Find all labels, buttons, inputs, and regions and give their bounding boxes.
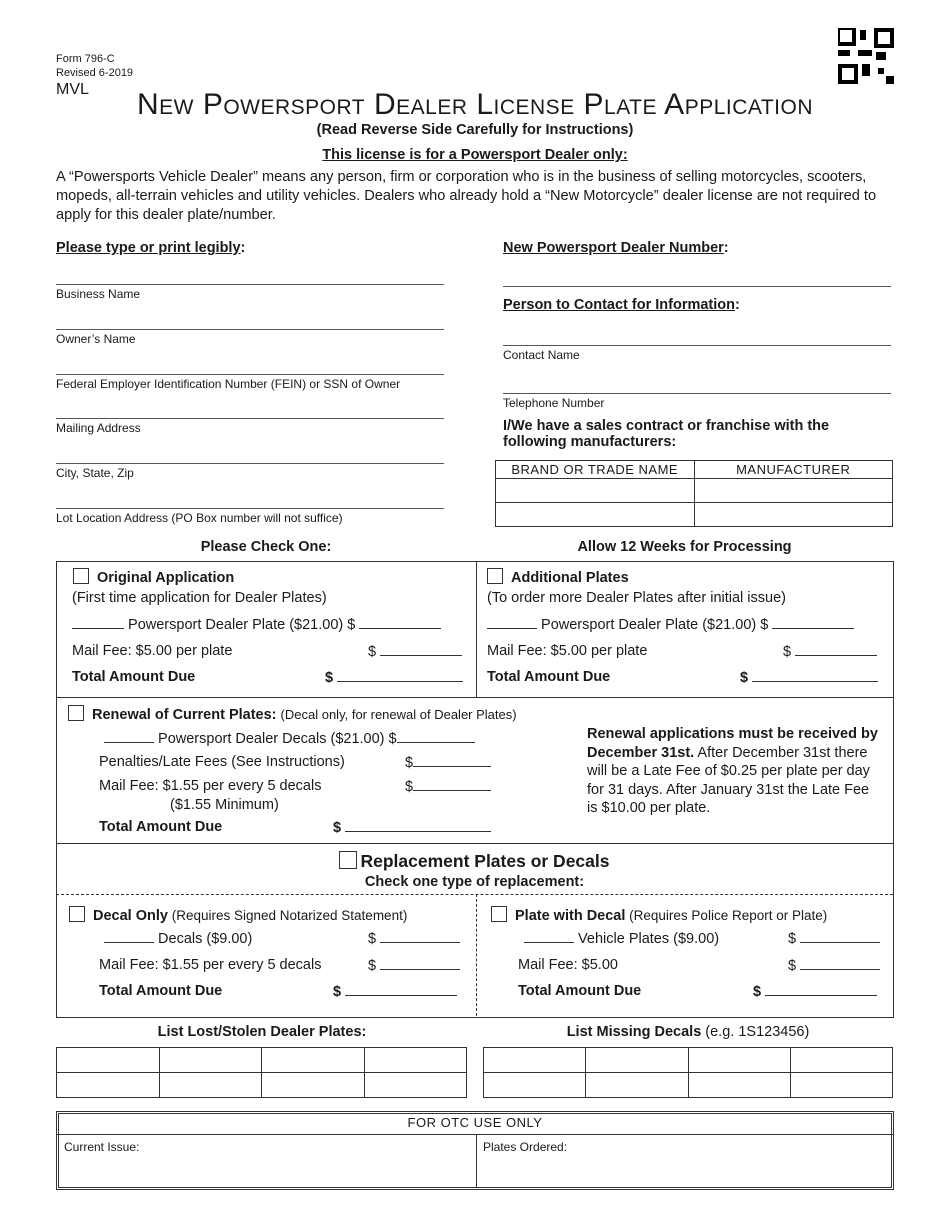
missing-decals-grid (483, 1047, 893, 1098)
dashed-divider (56, 894, 893, 895)
renewal-penalties-amount: $ (405, 754, 491, 771)
renewal-mail: Mail Fee: $1.55 per every 5 decals (99, 778, 322, 794)
list-cell[interactable] (586, 1048, 688, 1073)
original-mail-amount: $ (368, 643, 462, 660)
telephone-label: Telephone Number (503, 396, 605, 410)
left-field-line[interactable] (56, 418, 444, 419)
lost-plates-grid (56, 1047, 467, 1098)
original-total-amount: $ (325, 669, 463, 686)
left-field-label: Owner’s Name (56, 332, 136, 346)
renewal-total-amount: $ (333, 819, 491, 836)
intro-paragraph: A “Powersports Vehicle Dealer” means any person, firm or corporation who is in the business of selling motorcycles, scooters, mopeds, all-terrain vehicles and utility vehicles. Dealers who already hold a “New Motorcycle” dealer license are not required to apply for this dealer plate/number. (56, 169, 877, 223)
list-cell[interactable] (688, 1073, 790, 1098)
decal-only-checkbox[interactable] (69, 906, 85, 922)
otc-plates-ordered: Plates Ordered: (483, 1140, 568, 1154)
plate-decal-total-label: Total Amount Due (518, 983, 642, 999)
list-cell[interactable] (484, 1073, 586, 1098)
original-desc: (First time application for Dealer Plates) (72, 590, 327, 606)
renewal-checkbox[interactable] (68, 705, 84, 721)
manufacturer-cell[interactable] (694, 479, 893, 503)
decal-only-total-amount: $ (333, 983, 457, 1000)
decal-only-mail: Mail Fee: $1.55 per every 5 decals (99, 957, 322, 973)
replacement-subtitle: Check one type of replacement: (364, 874, 585, 890)
left-field-label: Mailing Address (56, 421, 141, 435)
decal-only-mail-amount: $ (368, 957, 460, 974)
list-cell[interactable] (57, 1048, 160, 1073)
left-field-line[interactable] (56, 284, 444, 285)
plate-decal-plates-amount: $ (788, 930, 880, 947)
decal-only-option: Decal Only (Requires Signed Notarized Statement) (69, 906, 407, 924)
list-cell[interactable] (586, 1073, 688, 1098)
list-cell[interactable] (159, 1073, 262, 1098)
brand-cell[interactable] (496, 479, 695, 503)
additional-mail: Mail Fee: $5.00 per plate (487, 643, 648, 659)
divider (476, 561, 477, 697)
license-notice: This license is for a Powersport Dealer only: (322, 147, 628, 163)
divider (56, 843, 893, 844)
original-mail: Mail Fee: $5.00 per plate (72, 643, 233, 659)
left-field-line[interactable] (56, 329, 444, 330)
manufacturers-table (495, 460, 893, 527)
divider (476, 1135, 477, 1187)
col-brand: BRAND OR TRADE NAME (496, 461, 695, 479)
dealer-number-label: New Powersport Dealer Number: (503, 240, 729, 256)
plate-decal-total-amount: $ (753, 983, 877, 1000)
decal-only-decals-amount: $ (368, 930, 460, 947)
list-cell[interactable] (688, 1048, 790, 1073)
renewal-penalties: Penalties/Late Fees (See Instructions) (99, 754, 345, 770)
left-heading: Please type or print legibly: (56, 240, 246, 256)
original-checkbox[interactable] (73, 568, 89, 584)
replacement-checkbox[interactable] (339, 851, 357, 869)
additional-plates-option: Additional Plates (487, 568, 629, 586)
list-cell[interactable] (364, 1048, 467, 1073)
revised-date: Revised 6-2019 (56, 67, 134, 79)
decal-only-total-label: Total Amount Due (99, 983, 223, 999)
left-field-label: Federal Employer Identification Number (FEIN) or SSN of Owner (56, 377, 401, 391)
plate-decal-mail: Mail Fee: $5.00 (518, 957, 618, 973)
list-cell[interactable] (262, 1073, 365, 1098)
col-manufacturer: MANUFACTURER (694, 461, 893, 479)
divider (56, 697, 893, 698)
replacement-option: Replacement Plates or Decals (56, 851, 893, 872)
contact-heading: Person to Contact for Information: (503, 297, 740, 313)
list-cell[interactable] (790, 1073, 892, 1098)
left-field-line[interactable] (56, 463, 444, 464)
renewal-option: Renewal of Current Plates: (Decal only, for renewal of Dealer Plates) (68, 705, 517, 723)
plate-with-decal-option: Plate with Decal (Requires Police Report or Plate) (491, 906, 827, 924)
additional-total-label: Total Amount Due (487, 669, 611, 685)
original-plate-row: Powersport Dealer Plate ($21.00) $ (72, 616, 441, 633)
otc-current-issue: Current Issue: (64, 1140, 140, 1154)
list-cell[interactable] (262, 1048, 365, 1073)
manufacturers-heading: I/We have a sales contract or franchise with the following manufacturers: (503, 418, 830, 450)
list-cell[interactable] (57, 1073, 160, 1098)
form-number: Form 796-C (56, 53, 115, 65)
missing-decals-heading: List Missing Decals (e.g. 1S123456) (566, 1024, 810, 1040)
subtitle: (Read Reverse Side Carefully for Instructions) (316, 122, 634, 138)
brand-cell[interactable] (496, 503, 695, 527)
otc-title: FOR OTC USE ONLY (56, 1111, 894, 1135)
left-field-line[interactable] (56, 508, 444, 509)
qr-code-icon (838, 28, 894, 84)
list-cell[interactable] (159, 1048, 262, 1073)
lost-plates-heading: List Lost/Stolen Dealer Plates: (157, 1024, 367, 1040)
manufacturer-cell[interactable] (694, 503, 893, 527)
renewal-total-label: Total Amount Due (99, 819, 223, 835)
list-cell[interactable] (364, 1073, 467, 1098)
renewal-minimum: ($1.55 Minimum) (170, 797, 279, 813)
additional-total-amount: $ (740, 669, 878, 686)
left-field-label: Business Name (56, 287, 141, 301)
list-cell[interactable] (484, 1048, 586, 1073)
renewal-note: Renewal applications must be received by December 31st. After December 31st there will be a Late Fee of $0.25 per plate per day for 31 days. After January 31st the Late Fee is $10.00 per plate. (587, 726, 878, 816)
dashed-divider (476, 894, 477, 1016)
renewal-mail-amount: $ (405, 778, 491, 795)
decal-only-decals-row: Decals ($9.00) (104, 930, 252, 947)
plate-with-decal-checkbox[interactable] (491, 906, 507, 922)
plate-decal-mail-amount: $ (788, 957, 880, 974)
renewal-decals-row: Powersport Dealer Decals ($21.00) $ (104, 730, 475, 747)
original-total-label: Total Amount Due (72, 669, 196, 685)
contact-name-label: Contact Name (503, 348, 580, 362)
telephone-field[interactable] (503, 393, 891, 394)
page-title: New Powersport Dealer License Plate Application (137, 88, 813, 121)
additional-desc: (To order more Dealer Plates after initial issue) (487, 590, 786, 606)
contact-name-field[interactable] (503, 345, 891, 346)
additional-checkbox[interactable] (487, 568, 503, 584)
additional-mail-amount: $ (783, 643, 877, 660)
plate-decal-plates-row: Vehicle Plates ($9.00) (524, 930, 719, 947)
list-cell[interactable] (790, 1048, 892, 1073)
check-one-heading: Please Check One: (200, 539, 332, 555)
left-field-label: City, State, Zip (56, 466, 134, 480)
additional-plate-row: Powersport Dealer Plate ($21.00) $ (487, 616, 854, 633)
processing-note: Allow 12 Weeks for Processing (577, 539, 792, 555)
dealer-number-field[interactable] (503, 286, 891, 287)
left-field-line[interactable] (56, 374, 444, 375)
left-field-label: Lot Location Address (PO Box number will not suffice) (56, 511, 343, 525)
agency: MVL (56, 81, 89, 98)
original-application-option: Original Application (73, 568, 234, 586)
